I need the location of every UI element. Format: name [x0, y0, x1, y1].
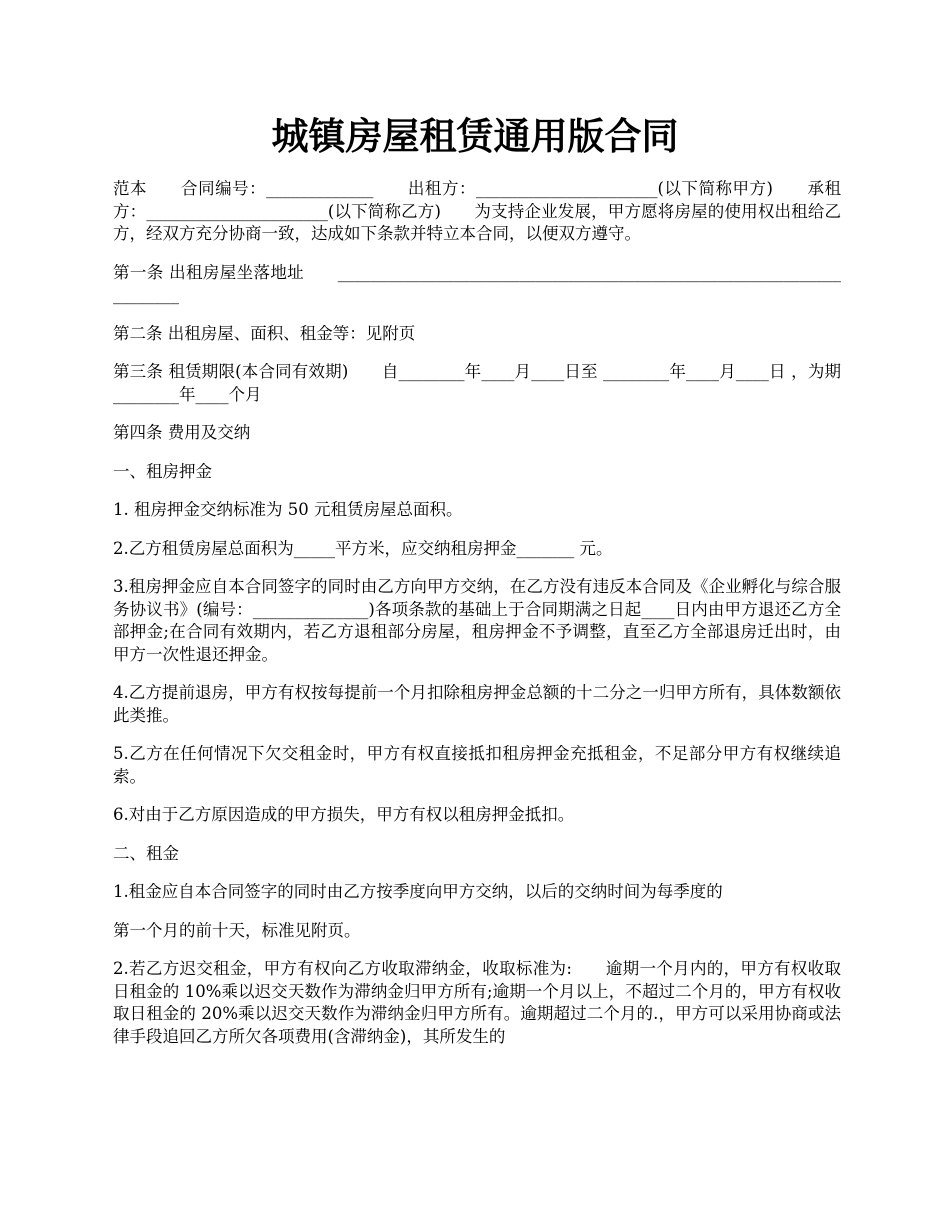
rent-clause-2: 2.若乙方迟交租金，甲方有权向乙方收取滞纳金，收取标准为: 逾期一个月内的，甲方有权收取日租金的 10%乘以迟交天数作为滞纳金归甲方所有;逾期一个月以上，不超过二个月的，甲方有权收取日租金的 20%乘以迟交天数作为滞纳金归甲方所有。逾期超过二个月的.，甲方可以采用协商或法律手段追回乙方所欠各项费用(含滞纳金)，其所发生的 [113, 959, 841, 1046]
paragraph-article-3: 第三条 租赁期限(本合同有效期) 自________年____月____日至 ________年____月____日 ，为期 ________年____个月 [113, 362, 847, 404]
paragraph-article-2: 第二条 出租房屋、面积、租金等：见附页 [113, 323, 416, 343]
deposit-clause-5: 5.乙方在任何情况下欠交租金时，甲方有权直接抵扣租房押金充抵租金，不足部分甲方有权继续追索。 [113, 744, 841, 786]
document-title: 城镇房屋租赁通用版合同 [271, 114, 679, 158]
rent-clause-1-continued: 第一个月的前十天，标准见附页。 [113, 920, 361, 940]
paragraph-article-4: 第四条 费用及交纳 [113, 423, 251, 442]
paragraph-preamble: 范本 合同编号：_____________ 出租方：______________________(以下简称甲方) 承租方：______________________(以下简称乙方) 为支持企业发展，甲方愿将房屋的使用权出租给乙方，经双方充分协商一致，达成如下条款并特立本合同，以便双方遵守。 [113, 179, 841, 243]
deposit-clause-4: 4.乙方提前退房，甲方有权按每提前一个月扣除租房押金总额的十二分之一归甲方所有，具体数额依此类推。 [113, 683, 841, 725]
rent-clause-1: 1.租金应自本合同签字的同时由乙方按季度向甲方交纳，以后的交纳时间为每季度的 [113, 882, 723, 901]
deposit-clause-1: 1. 租房押金交纳标准为 50 元租赁房屋总面积。 [113, 500, 463, 519]
deposit-clause-2: 2.乙方租赁房屋总面积为_____平方米，应交纳租房押金_______ 元。 [113, 538, 613, 558]
document-body [113, 178, 847, 1064]
section-heading-deposit: 一、租房押金 [113, 461, 212, 481]
deposit-clause-3: 3.租房押金应自本合同签字的同时由乙方向甲方交纳，在乙方没有违反本合同及《企业孵化与综合服务协议书》(编号：______________)各项条款的基础上于合同期满之日起____日内由甲方退还乙方全部押金;在合同有效期内，若乙方退租部分房屋，租房押金不予调整，直至乙方全部退房迁出时，由甲方一次性退还押金。 [113, 577, 841, 664]
deposit-clause-6: 6.对由于乙方原因造成的甲方损失，甲方有权以租房押金抵扣。 [113, 805, 575, 824]
paragraph-article-1: 第一条 出租房屋坐落地址 _____________________________________________________________________ [113, 262, 841, 304]
section-heading-rent: 二、租金 [113, 843, 179, 863]
